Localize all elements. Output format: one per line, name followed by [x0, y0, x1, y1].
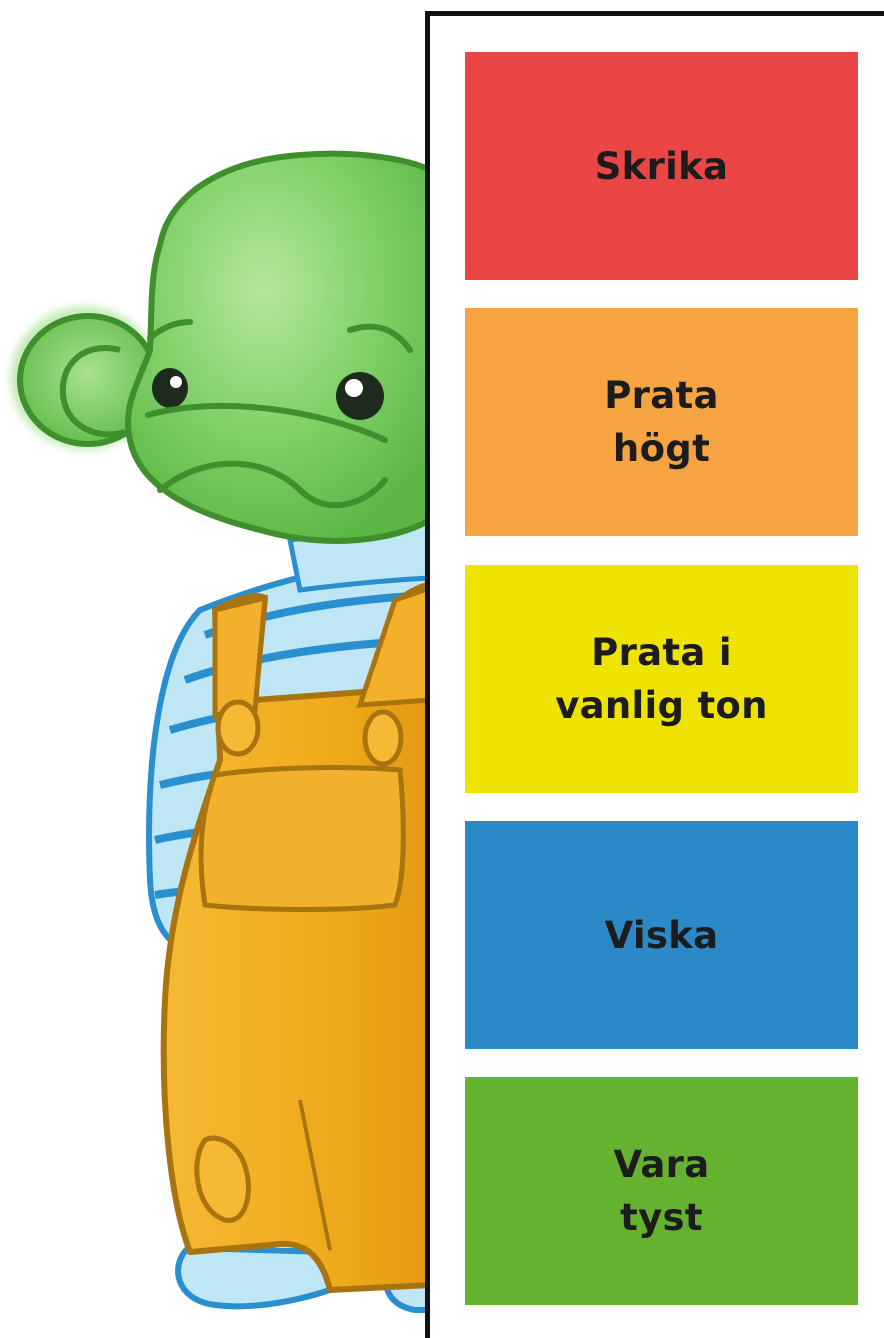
- level-label-shout: Skrika: [594, 144, 729, 188]
- level-label-silent: Vara tyst: [613, 1143, 710, 1239]
- level-label-whisper: Viska: [604, 913, 719, 957]
- level-label-talk-loud: Prata högt: [604, 374, 719, 470]
- level-card-shout: [465, 52, 858, 280]
- level-label-normal-voice: Prata i vanlig ton: [555, 631, 768, 727]
- level-card-silent: [465, 1077, 858, 1305]
- level-card-talk-loud: [465, 308, 858, 536]
- level-card-whisper: [465, 821, 858, 1049]
- level-card-normal-voice: [465, 565, 858, 793]
- head: [128, 154, 430, 541]
